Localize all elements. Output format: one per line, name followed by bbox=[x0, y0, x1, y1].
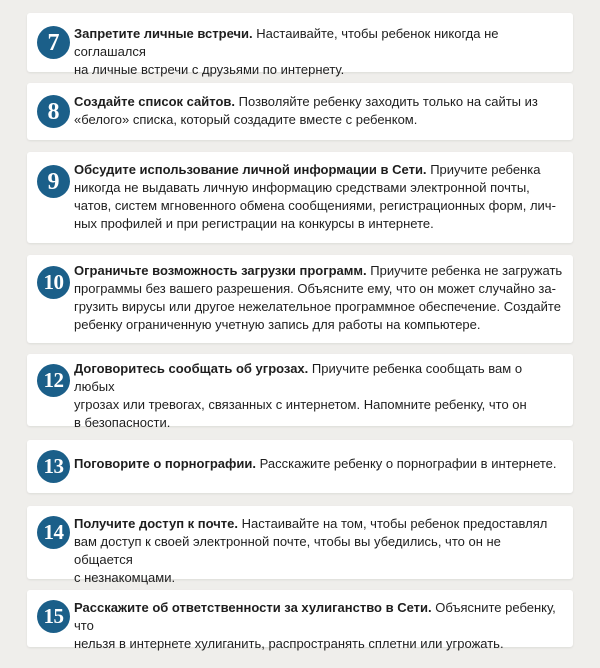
tip-line: с незнакомцами. bbox=[74, 570, 176, 585]
number-badge: 10 bbox=[37, 266, 70, 299]
tip-line: нельзя в интернете хулиганить, распространять сплетни или угрожать. bbox=[74, 636, 504, 651]
tip-title: Поговорите о порнографии. bbox=[74, 456, 257, 471]
tip-line: Приучите ребенка сообщать вам о любых bbox=[74, 361, 523, 394]
tip-title: Расскажите об ответственности за хулиганство в Сети. bbox=[74, 600, 432, 615]
tip-line: Настаивайте, чтобы ребенок никогда не соглашался bbox=[74, 26, 499, 59]
tip-line: Приучите ребенка bbox=[430, 162, 541, 177]
tip-line: программы без вашего разрешения. Объясните ему, что он может случайно за- bbox=[74, 281, 556, 296]
tip-text bbox=[74, 360, 563, 432]
tip-line: «белого» списка, который создадите вместе с ребенком. bbox=[74, 112, 418, 127]
tip-line: Настаивайте на том, чтобы ребенок предоставлял bbox=[241, 516, 548, 531]
number-badge: 13 bbox=[37, 450, 70, 483]
tip-card-13 bbox=[27, 440, 573, 493]
tip-line: угрозах или тревогах, связанных с интернетом. Напомните ребенку, что он bbox=[74, 397, 527, 412]
tip-line: чатов, систем мгновенного обмена сообщениями, регистрационных форм, лич- bbox=[74, 198, 556, 213]
tip-line: грузить вирусы или другое нежелательное программное обеспечение. Создайте bbox=[74, 299, 561, 314]
tip-text bbox=[74, 93, 563, 129]
tip-text bbox=[74, 262, 563, 334]
tip-title: Запретите личные встречи. bbox=[74, 26, 253, 41]
tip-text bbox=[74, 25, 563, 79]
tip-card-14 bbox=[27, 506, 573, 585]
tip-text bbox=[74, 599, 563, 653]
tip-title: Договоритесь сообщать об угрозах. bbox=[74, 361, 309, 376]
tip-text bbox=[74, 515, 563, 587]
number-badge: 15 bbox=[37, 600, 70, 633]
tip-line: на личные встречи с друзьями по интернету. bbox=[74, 62, 345, 77]
tip-text bbox=[74, 161, 563, 233]
tip-line: ных профилей и при регистрации на конкурсы в интернете. bbox=[74, 216, 434, 231]
tip-line: ребенку ограниченную учетную запись для работы на компьютере. bbox=[74, 317, 481, 332]
tip-card-12 bbox=[27, 354, 573, 430]
tip-line: никогда не выдавать личную информацию средствами электронной почты, bbox=[74, 180, 530, 195]
tip-title: Создайте список сайтов. bbox=[74, 94, 236, 109]
tip-card-9 bbox=[27, 152, 573, 243]
tip-title: Обсудите использование личной информации в Сети. bbox=[74, 162, 427, 177]
number-badge: 14 bbox=[37, 516, 70, 549]
tip-line: Расскажите ребенку о порнографии в интернете. bbox=[259, 456, 557, 471]
number-badge: 8 bbox=[37, 95, 70, 128]
tip-line: вам доступ к своей электронной почте, чтобы вы убедились, что он не общается bbox=[74, 534, 501, 567]
number-badge: 9 bbox=[37, 165, 70, 198]
tip-line: Приучите ребенка не загружать bbox=[370, 263, 563, 278]
tip-title: Ограничьте возможность загрузки программ. bbox=[74, 263, 367, 278]
tip-card-10 bbox=[27, 255, 573, 343]
tip-line: в безопасности. bbox=[74, 415, 171, 430]
tip-card-8 bbox=[27, 83, 573, 140]
number-badge: 12 bbox=[37, 364, 70, 397]
tip-title: Получите доступ к почте. bbox=[74, 516, 239, 531]
tip-card-7 bbox=[27, 13, 573, 77]
tip-line: Позволяйте ребенку заходить только на сайты из bbox=[238, 94, 538, 109]
tip-text bbox=[74, 455, 563, 473]
tip-line: Объясните ребенку, что bbox=[74, 600, 556, 633]
tip-card-15 bbox=[27, 590, 573, 651]
number-badge: 7 bbox=[37, 26, 70, 59]
